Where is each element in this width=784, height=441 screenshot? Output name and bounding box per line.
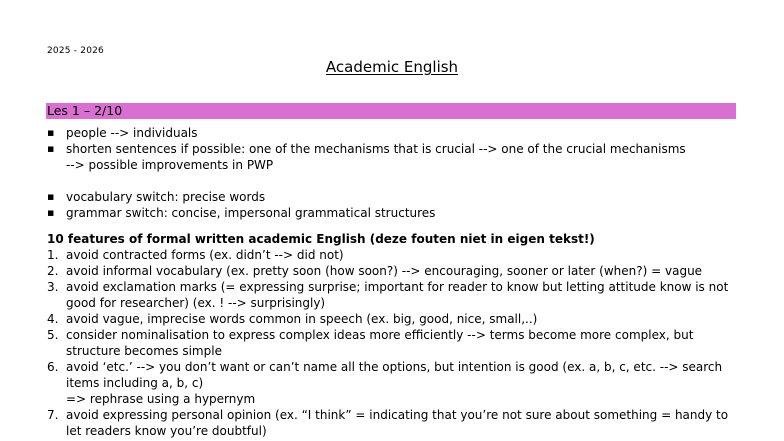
list-item-line: --> possible improvements in PWP (66, 158, 274, 172)
list-item-line: ▪ people --> individuals (66, 126, 198, 140)
list-item-line: ▪ shorten sentences if possible: one of the mechanisms that is crucial --> one of the crucial mechanisms (66, 142, 686, 156)
list-item (47, 189, 435, 205)
feature-item (47, 359, 737, 407)
feature-number: 4. (47, 312, 59, 326)
list-item (47, 125, 686, 141)
feature-number: 6. (47, 360, 59, 374)
list-item-line: ▪ vocabulary switch: precise words (66, 190, 266, 204)
feature-line: avoid contracted forms (ex. didn’t --> did not) (66, 248, 344, 262)
feature-line: let readers know you’re doubtful) (66, 424, 267, 438)
lesson-heading-bar: Les 1 – 2/10 (46, 103, 736, 119)
features-heading: 10 features of formal written academic English (deze fouten niet in eigen tekst!) (47, 232, 595, 246)
feature-item (47, 263, 737, 279)
feature-item (47, 311, 737, 327)
feature-line: avoid exclamation marks (= expressing surprise; important for reader to know but letting attitude know is not (66, 280, 729, 294)
page-title (0, 58, 784, 76)
page-title-text: Academic English (325, 58, 459, 76)
feature-line: good for researcher) (ex. ! --> surprisingly) (66, 296, 326, 310)
features-list (47, 247, 737, 439)
feature-item (47, 327, 737, 359)
feature-line: avoid informal vocabulary (ex. pretty soon (how soon?) --> encouraging, sooner or later (when?) = vague (66, 264, 703, 278)
feature-number: 2. (47, 264, 59, 278)
feature-number: 3. (47, 280, 59, 294)
feature-line: consider nominalisation to express complex ideas more efficiently --> terms become more complex, but (66, 328, 694, 342)
feature-line: structure becomes simple (66, 344, 222, 358)
feature-line: avoid ‘etc.’ --> you don’t want or can’t name all the options, but intention is good (ex. a, b, c, etc. --> search (66, 360, 723, 374)
feature-line: avoid expressing personal opinion (ex. “I think” = indicating that you’re not sure about something = handy to (66, 408, 729, 422)
list-item-line: ▪ grammar switch: concise, impersonal grammatical structures (66, 206, 436, 220)
feature-item (47, 279, 737, 311)
bullet-list-2 (47, 189, 435, 221)
feature-line: avoid vague, imprecise words common in speech (ex. big, good, nice, small,..) (66, 312, 538, 326)
feature-item (47, 407, 737, 439)
list-item (47, 205, 435, 221)
feature-number: 5. (47, 328, 59, 342)
bullet-list-1 (47, 125, 686, 173)
feature-line: items including a, b, c) (66, 376, 204, 390)
feature-line: => rephrase using a hypernym (66, 392, 256, 406)
feature-number: 7. (47, 408, 59, 422)
year-label: 2025 - 2026 (47, 46, 104, 56)
feature-number: 1. (47, 248, 59, 262)
feature-item (47, 247, 737, 263)
list-item (47, 141, 686, 173)
